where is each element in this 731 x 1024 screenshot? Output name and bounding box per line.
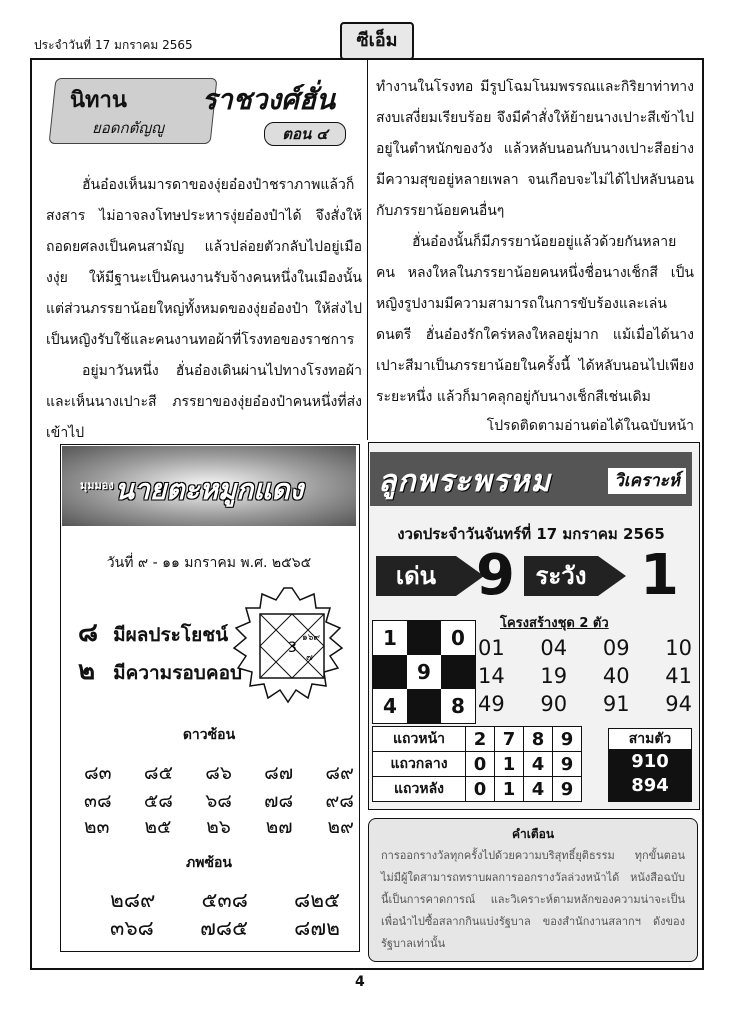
- line-text: มีผลประโยชน์: [113, 624, 229, 646]
- pair-num: 09: [602, 636, 630, 660]
- row-num: 4: [524, 777, 553, 802]
- pair-num: 10: [665, 636, 692, 660]
- warning-title: คำเตือน: [511, 827, 555, 841]
- phop-num: ๕๓๘: [201, 888, 248, 912]
- draw-date: งวดประจำวันจันทร์ที่ 17 มกราคม 2565: [397, 525, 665, 543]
- line-digit: ๒: [78, 656, 96, 686]
- story-right-column: [376, 72, 694, 437]
- pairs-row: [478, 636, 692, 660]
- row-num: 9: [553, 752, 582, 777]
- column-divider: [367, 60, 368, 440]
- episode-badge: ตอน ๔: [264, 122, 346, 146]
- pair-num: 04: [540, 636, 568, 660]
- watch-number: 1: [640, 543, 679, 608]
- row-num: 7: [495, 727, 524, 752]
- phop-num: ๘๒๕: [294, 888, 340, 912]
- row-num: 1: [495, 752, 524, 777]
- checker-cell: 8: [441, 689, 475, 723]
- banner-subtitle: ยอดกตัญญู: [92, 119, 164, 137]
- phop-num: ๒๘๙: [110, 888, 156, 912]
- row-num: 8: [524, 727, 553, 752]
- dao-num: ๙๘: [325, 790, 354, 812]
- horoscope-line-1: [78, 612, 228, 653]
- warning-text: การออกรางวัลทุกครั้งไปด้วยความบริสุทธิ์ยุติธรรม ทุกขั้นตอนไม่มีผู้ใดสามารถทราบผลการออกรางวัลล่วงหน้าได้ หนังสือฉบับนี้เป็นการคาดการณ์ และวิเคราะห์ตามหลักของความน่าจะเป็น เพื่อนำไปซื้อสลากกินแบ่งรัฐบาล ของสำนักงานสลากฯ ดังของรัฐบาลเท่านั้น: [381, 849, 685, 950]
- dao-num: ๓๘: [84, 790, 112, 812]
- dao-num: ๒๕: [144, 816, 172, 838]
- banner-series: นิทาน: [70, 88, 127, 113]
- pair-num: 01: [478, 636, 505, 660]
- lotto-subtitle: วิเคราะห์: [608, 468, 686, 494]
- dao-row: [84, 812, 354, 842]
- watch-label: ระวัง: [524, 556, 598, 596]
- dao-row: [84, 758, 354, 788]
- story-banner: [52, 72, 364, 148]
- table-row: [373, 727, 582, 752]
- pair-num: 40: [602, 664, 630, 688]
- row-label: แถวกลาง: [373, 752, 466, 777]
- three-digit-num: 894: [631, 775, 669, 796]
- dao-num: ๘๙: [325, 762, 354, 784]
- dao-num: ๘๓: [84, 762, 112, 784]
- phop-num: ๗๘๕: [200, 916, 248, 940]
- checker-cell-dark: [407, 621, 441, 655]
- issue-date: ประจำวันที่ 17 มกราคม 2565: [34, 38, 193, 52]
- pair-num: 94: [665, 692, 692, 716]
- dao-num: ๒๙: [327, 816, 354, 838]
- story-title: ราชวงศ์ฮั่น: [202, 83, 336, 116]
- three-digit-box: [608, 728, 692, 802]
- row-num: 2: [466, 727, 495, 752]
- checker-cell: 9: [407, 655, 441, 689]
- line-digit: ๘: [78, 618, 99, 648]
- pair-num: 19: [540, 664, 568, 688]
- horoscope-banner: [62, 446, 356, 526]
- continued-note: โปรดติดตามอ่านต่อได้ในฉบับหน้า: [486, 418, 694, 434]
- pair-num: 41: [665, 664, 692, 688]
- row-num: 1: [495, 777, 524, 802]
- checker-cell-dark: [407, 689, 441, 723]
- horoscope-banner-small: มุมมอง: [80, 479, 114, 492]
- rows-table: [372, 726, 582, 802]
- dao-num: ๘๗: [264, 762, 294, 784]
- pair-num: 91: [602, 692, 630, 716]
- table-row: [373, 752, 582, 777]
- lotto-banner: [370, 452, 692, 506]
- dao-num: ๗๘: [264, 790, 294, 812]
- three-digit-num: 910: [631, 751, 669, 772]
- lotto-title: ลูกพระพรหม: [378, 464, 551, 499]
- pairs-row: [478, 692, 692, 716]
- dao-num: ๒๗: [265, 816, 293, 838]
- dao-num: ๒๖: [206, 816, 231, 838]
- warning-box: [368, 818, 698, 962]
- wheel-center: 3: [288, 640, 297, 656]
- lead-label: เด่น: [376, 556, 456, 596]
- wheel-label: ๗: [306, 653, 313, 663]
- row-label: แถวหน้า: [373, 727, 466, 752]
- checker-cell: 1: [373, 621, 407, 655]
- dao-num: ๘๕: [143, 762, 173, 784]
- wheel-label: ๑๖๙: [302, 633, 321, 643]
- astro-wheel-icon: [232, 586, 352, 706]
- row-num: 9: [553, 777, 582, 802]
- story-left-column: [46, 170, 362, 449]
- dao-num: ๒๓: [84, 816, 110, 838]
- dao-section-title: ดาวซ้อน: [182, 727, 236, 743]
- row-label: แถวหลัง: [373, 777, 466, 802]
- checker-cell-dark: [441, 655, 475, 689]
- horoscope-banner-title: นายตะหมูกแดง: [114, 473, 304, 506]
- row-num: 0: [466, 777, 495, 802]
- page-number: 4: [355, 974, 365, 990]
- story-paragraph: ทำงานในโรงทอ มีรูปโฉมโนมพรรณและกิริยาท่าทางสงบเสงี่ยมเรียบร้อย จึงมีคำสั่งให้ย้ายนางเปาะสีเข้าไปอยู่ในตำหนักของวัง แล้วหลับนอนกับนางเปาะสีอย่างมีความสุขอยู่หลายเพลา จนเกือบจะไม่ได้ไปหลับนอนกับภรรยาน้อยคนอื่นๆ: [376, 79, 694, 219]
- pair-num: 90: [540, 692, 568, 716]
- row-num: 0: [466, 752, 495, 777]
- pair-num: 14: [478, 664, 505, 688]
- checker-cell: 4: [373, 689, 407, 723]
- phop-row: [110, 912, 340, 945]
- three-digit-label: สามตัว: [608, 728, 692, 750]
- pairs-row: [478, 664, 692, 688]
- arrow-right-icon: [598, 552, 626, 600]
- lead-number: 9: [476, 543, 515, 608]
- horoscope-line-2: [78, 650, 242, 691]
- story-paragraph: อยู่มาวันหนึ่ง ฮั่นอ๋องเดินผ่านไปทางโรงทอผ้าและเห็นนางเปาะสี ภรรยาของงุ่ยอ๋องป๋าคนหนึ่งที่ส่งเข้าไป: [46, 363, 362, 441]
- row-num: 9: [553, 727, 582, 752]
- phop-num: ๓๖๘: [110, 916, 154, 940]
- masthead-logo: ซีเอ็ม: [340, 22, 414, 60]
- line-text: มีความรอบคอบ: [113, 662, 243, 684]
- horoscope-date: วันที่ ๙ - ๑๑ มกราคม พ.ศ. ๒๕๖๕: [106, 555, 312, 571]
- phop-num: ๘๗๒: [294, 916, 340, 940]
- row-num: 4: [524, 752, 553, 777]
- dao-num: ๖๘: [205, 790, 232, 812]
- table-row: [373, 777, 582, 802]
- dao-num: ๕๘: [143, 790, 173, 812]
- checker-cell: 0: [441, 621, 475, 655]
- dao-num: ๘๖: [205, 762, 232, 784]
- checker-board: [372, 620, 476, 724]
- pair-num: 49: [478, 692, 505, 716]
- story-paragraph: ฮั่นอ๋องนั้นก็มีภรรยาน้อยอยู่แล้วด้วยกันหลายคน หลงใหลในภรรยาน้อยคนหนึ่งชื่อนางเช็กสี เป็นหญิงรูปงามมีความสามารถในการขับร้องและเล่นดนตรี ฮั่นอ๋องรักใคร่หลงใหลอยู่มาก แม้เมื่อได้นางเปาะสีมาเป็นภรรยาน้อยในครั้งนี้ ได้หลับนอนไปเพียงระยะหนึ่ง แล้วก็มาคลุกอยู่กับนางเช็กสีเช่นเดิม: [376, 234, 694, 405]
- pairs-label: โครงสร้างชุด 2 ตัว: [500, 616, 609, 631]
- story-paragraph: ฮั่นอ๋องเห็นมารดาของงุ่ยอ๋องป๋าชราภาพแล้วก็สงสาร ไม่อาจลงโทษประหารงุ่ยอ๋องป๋าได้ จึงสั่งให้ถอดยศลงเป็นคนสามัญ แล้วปล่อยตัวกลับไปอยู่เมืองงุ่ย ให้มีฐานะเป็นคนงานรับจ้างคนหนึ่งในเมืองนั้น แต่ส่วนภรรยาน้อยใหญ่ทั้งหมดของงุ่ยอ๋องป๋า ให้ส่งไปเป็นหญิงรับใช้และคนงานทอผ้าที่โรงทอของราชการ: [46, 177, 362, 348]
- checker-cell-dark: [373, 655, 407, 689]
- phop-section-title: ภพซ้อน: [186, 855, 232, 871]
